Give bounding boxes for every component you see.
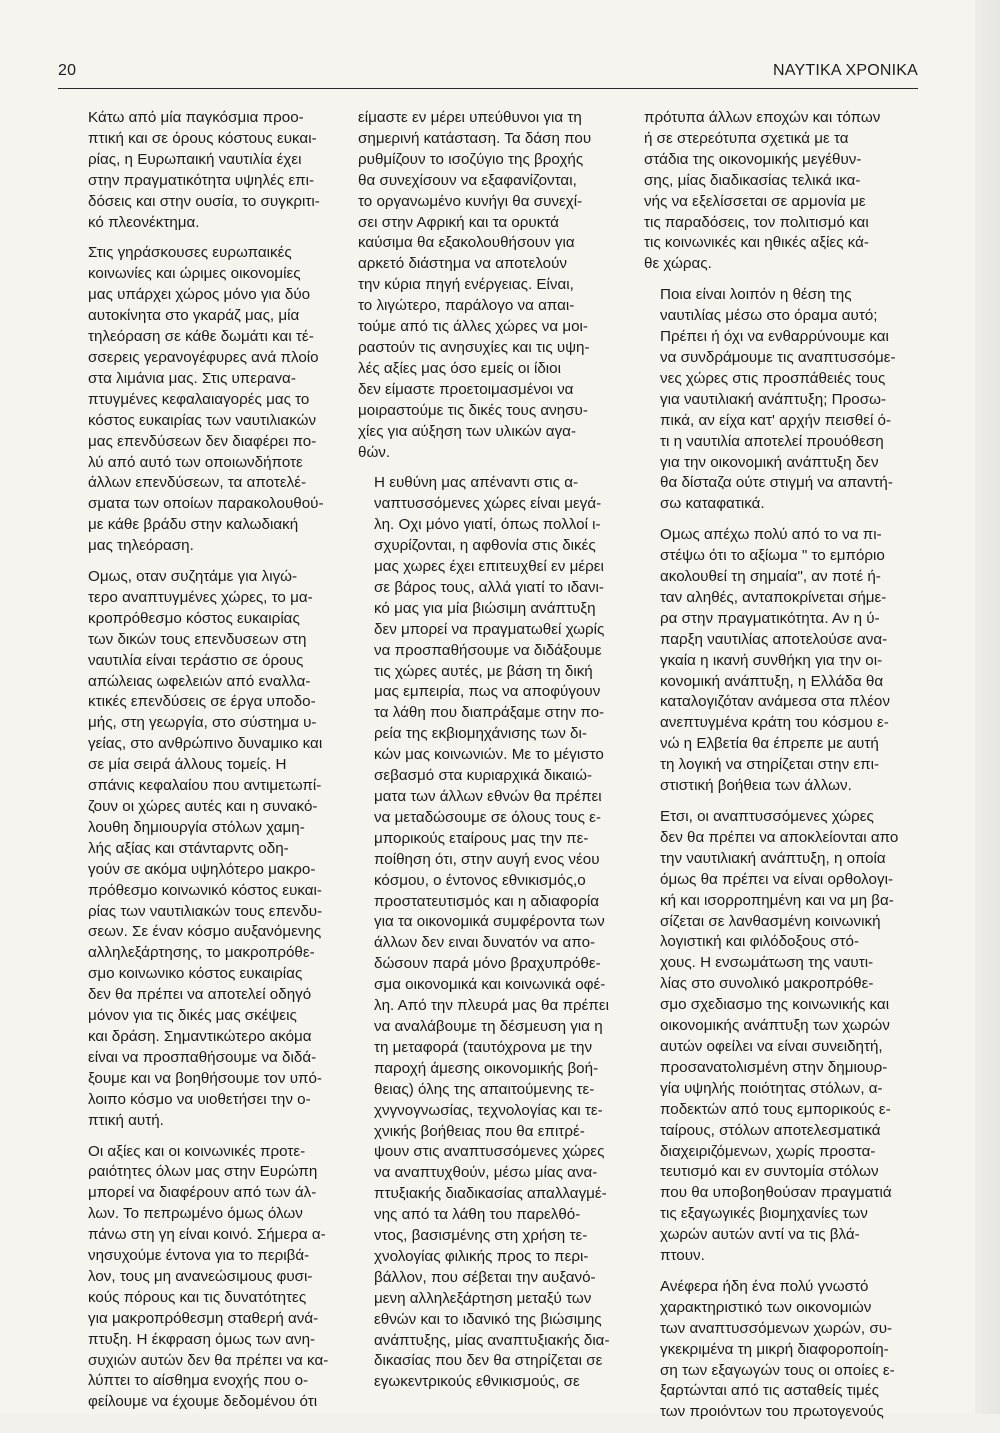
text-line: σχυρίζονται, η αφθονία στις δικές — [374, 537, 596, 555]
text-line: να προσπαθήσουμε να διδάξουμε — [374, 641, 602, 659]
paragraph — [72, 108, 332, 233]
text-line: λογιστική και φιλόδοξους στό- — [660, 933, 860, 951]
text-line: χωρών αυτών αντί να τις βλά- — [660, 1226, 860, 1244]
text-line: είναι να προσπαθήσουμε να διδά- — [88, 1048, 317, 1066]
text-line: λων. Το πεπρωμένο όμως όλων — [88, 1205, 303, 1223]
text-line: Ετσι, οι αναπτυσσόμενες χώρες — [660, 808, 874, 825]
text-line: τις εξαγωγικές βιομηχανίες των — [660, 1205, 868, 1223]
text-line: πάνω στη γη είναι κοινό. Σήμερα α- — [88, 1226, 326, 1244]
text-line: ποίθηση ότι, στην αυγή ενος νέου — [374, 850, 600, 868]
text-line: ρίας των ναυτιλιακών τους επενδυ- — [88, 902, 323, 920]
text-line: τις παραδόσεις, τον πολιτισμό και — [644, 213, 869, 231]
text-line: των αναπτυσσόμενων χωρών, συ- — [660, 1319, 893, 1337]
text-line: ρεία της εκβιομηχάνισης των δι- — [374, 725, 587, 743]
text-line: λές αξίες μας όσο εμείς οι ίδιοι — [358, 359, 561, 377]
text-line: πτυξιακής διαδικασίας απαλλαγμέ- — [374, 1185, 607, 1203]
text-line: αυτών οφείλει να είναι συνειδητή, — [660, 1037, 883, 1055]
text-line: δεν μπορεί να πραγματωθεί χωρίς — [374, 620, 605, 638]
text-line: σμο κοινωνικο κόστος ευκαιρίας — [88, 965, 303, 983]
text-line: σμο σχεδιασμο της κοινωνικής και — [660, 996, 890, 1014]
text-line: στην πραγματικότητα υψηλές επι- — [88, 171, 315, 189]
text-line: στέψω ότι το αξίωμα " το εμπόριο — [660, 547, 885, 565]
text-line: δικασίας που δεν θα στηρίζεται σε — [374, 1352, 603, 1370]
text-line: δεν θα πρέπει να αποκλείονται απο — [660, 828, 899, 846]
text-line: για ναυτιλιακή ανάπτυξη; Προσω- — [660, 390, 886, 408]
text-line: σμα οικονομικά και κοινωνικά οφέ- — [374, 976, 606, 994]
text-line: λουθη δημιουργία στόλων χαμη- — [88, 818, 305, 836]
text-line: για μακροπρόθεσμη σταθερή ανά- — [88, 1309, 319, 1327]
text-line: καταλογιζόταν ανάμεσα στα πλέον — [660, 693, 890, 711]
text-line: ναυτιλίας μέσω στο όραμα αυτό; — [660, 307, 878, 325]
text-line: ντος, βασισμένης στη χρήση τε- — [374, 1227, 588, 1245]
text-line: ση των εξαγωγών τους οι οποίες ε- — [660, 1361, 895, 1379]
text-line: μπορεί να διαφέρουν από των άλ- — [88, 1184, 317, 1202]
text-line: αυτοκίνητα στο γκαράζ μας, μία — [88, 307, 300, 325]
text-line: πτική αυτή. — [88, 1111, 164, 1129]
text-line: κό πλεονέκτημα. — [88, 213, 200, 231]
text-line: ψουν στις αναπτυσσόμενες χώρες — [374, 1143, 605, 1161]
text-line: νής να εξελίσσεται σε αρμονία με — [644, 192, 866, 210]
magazine-title: ΝΑΥΤΙΚΑ ΧΡΟΝΙΚΑ — [773, 62, 918, 79]
paragraph — [644, 1277, 904, 1423]
text-line: που θα υποβοηθούσαν πραγματιά — [660, 1184, 892, 1202]
text-line: εγωκεντρικούς εθνικισμούς, σε — [374, 1373, 580, 1391]
text-line: την κύρια πηγή ενέργειας. Είναι, — [358, 276, 574, 294]
text-line: άλλων δεν ειναι δυνατόν να απο- — [374, 934, 596, 952]
text-line: πτυγμένες κεφαλαιαγορές μας το — [88, 390, 310, 408]
text-line: σης, μίας διαδικασίας τελικά ικα- — [644, 171, 861, 189]
text-line: να συνδράμουμε τις αναπτυσσόμε- — [660, 348, 896, 366]
text-line: κροπρόθεσμο κόστος ευκαιρίας — [88, 609, 300, 627]
page-header — [58, 62, 918, 88]
text-line: μας τηλεόραση. — [88, 537, 194, 555]
text-line: μενη αλληλεξάρτηση μεταξύ των — [374, 1289, 592, 1307]
text-line: ξουμε και να βοηθήσουμε τον υπό- — [88, 1069, 322, 1087]
text-line: μοιραστούμε τις δικές τους ανησυ- — [358, 401, 588, 419]
text-line: πρόθεσμο κοινωνικό κόστος ευκαι- — [88, 881, 322, 899]
text-column-3 — [644, 108, 904, 1433]
text-line: λον, τους μη ανανεώσιμους φυσι- — [88, 1267, 313, 1285]
text-line: γείας, στο ανθρώπινο δυναμικο και — [88, 735, 323, 753]
text-line: Πρέπει ή όχι να ενθαρρύνουμε και — [660, 328, 889, 346]
text-line: σημερινή κατάσταση. Τα δάση που — [358, 129, 592, 147]
text-line: καύσιμα θα εξακολουθήσουν για — [358, 234, 575, 252]
paragraph — [644, 285, 904, 515]
paragraph — [72, 567, 332, 1131]
text-line: κτικές επενδύσεις σε έργα υποδο- — [88, 693, 316, 711]
text-line: ραιότητες όλων μας στην Ευρώπη — [88, 1163, 318, 1181]
text-line: μας εμπειρία, πως να αποφύγουν — [374, 683, 601, 701]
text-line: ξαρτώνται από τις ασταθείς τιμές — [660, 1382, 879, 1400]
text-column-2 — [358, 108, 618, 1403]
text-line: των προιόντων του πρωτογενούς — [660, 1403, 884, 1421]
text-line: λη. Οχι μόνο γιατί, όπως πολλοί ι- — [374, 516, 601, 534]
text-line: να αναπτυχθούν, μέσω μίας ανα- — [374, 1164, 598, 1182]
text-line: λής αξίας και στάνταρντς οδη- — [88, 839, 289, 857]
text-line: Ανέφερα ήδη ένα πολύ γνωστό — [660, 1277, 869, 1295]
text-line: τη λογική να στηρίζεται στην επι- — [660, 756, 880, 774]
text-line: ταίρους, στόλων αποτελεσματικά — [660, 1121, 881, 1139]
text-line: γία υψηλής ποιότητας στόλων, α- — [660, 1079, 883, 1097]
text-line: ανάπτυξης, μίας αναπτυξιακής δια- — [374, 1331, 610, 1349]
text-line: δόσεις και στην ουσία, το συγκριτι- — [88, 192, 320, 210]
text-line: κόσμου, ο έντονος εθνικισμός,ο — [374, 871, 586, 889]
text-line: Ομως, οταν συζητάμε για λιγώ- — [88, 568, 298, 586]
text-line: ρυθμίζουν το ισοζύγιο της βροχής — [358, 150, 584, 168]
text-line: είμαστε εν μέρει υπεύθυνοι για τη — [358, 109, 582, 126]
text-line: κούς πόρους και τις δυνατότητες — [88, 1288, 307, 1306]
text-line: διαχειριζόμενων, χωρίς προστα- — [660, 1142, 876, 1160]
text-line: ταν αληθές, ανταποκρίνεται σήμε- — [660, 588, 887, 606]
text-line: χους. Η ενσωμάτωση της ναυτι- — [660, 954, 874, 972]
text-line: κών μας κοινωνιών. Με το μέγιστο — [374, 746, 604, 764]
text-line: σματα των οποίων παρακολουθού- — [88, 495, 324, 513]
text-line: να αναλάβουμε τη δέσμευση για η — [374, 1017, 603, 1035]
text-line: κό μας για μία βιώσιμη ανάπτυξη — [374, 599, 596, 617]
text-line: δώσουν παρά μόνο βραχυπρόθε- — [374, 955, 601, 973]
text-line: στα λιμάνια μας. Στις υπεραvα- — [88, 369, 296, 387]
text-line: το λιγώτερο, παράλογο να απαι- — [358, 297, 575, 315]
text-line: στιστική βοήθεια των άλλων. — [660, 777, 852, 795]
text-line: πρότυπα άλλων εποχών και τόπων — [644, 109, 881, 126]
text-line: σπάνις κεφαλαίου που αντιμετωπί- — [88, 777, 322, 795]
text-line: Κάτω από μία παγκόσμια προο- — [88, 109, 304, 126]
text-line: κονομική ανάπτυξη, η Ελλάδα θα — [660, 672, 884, 690]
text-line: τηλεόραση σε κάθε δωμάτι και τέ- — [88, 328, 314, 346]
text-line: θα δίσταζα ούτε στιγμή να απαντή- — [660, 474, 893, 492]
page-edge-shadow — [975, 0, 1000, 1414]
text-line: ναπτυσσόμενες χώρες είναι μεγά- — [374, 495, 602, 513]
text-line: Στις γηράσκουσες ευρωπαικές — [88, 244, 292, 262]
text-line: τα λάθη που διαπράξαμε στην πο- — [374, 704, 605, 722]
text-line: δεν είμαστε προετοιμασμένοι να — [358, 380, 574, 398]
text-line: χνικής βοήθειας που θα επιτρέ- — [374, 1122, 585, 1140]
text-line: ακολουθεί τη σημαία", αν ποτέ ή- — [660, 568, 881, 586]
text-line: κοινωνίες και ώριμες οικονομίες — [88, 265, 301, 283]
text-line: και δράση. Σημαντικώτερο ακόμα — [88, 1027, 312, 1045]
text-line: εθνών και το ιδανικό της βιώσιμης — [374, 1310, 602, 1328]
text-line: τις κοινωνικές και ηθικές αξίες κά- — [644, 234, 869, 252]
text-line: άλλων επενδύσεων, τα αποτελέ- — [88, 474, 307, 492]
text-line: τερο αναπτυγμένες χώρες, το μα- — [88, 588, 313, 606]
text-line: ανεπτυγμένα κράτη του κόσμου ε- — [660, 714, 889, 732]
text-line: λη. Από την πλευρά μας θα πρέπει — [374, 997, 609, 1015]
text-line: ραστούν τις ανησυχίες και τις υψη- — [358, 338, 590, 356]
text-line: γκαία η ικανή συνθήκη για την οι- — [660, 651, 883, 669]
text-line: την ναυτιλιακή ανάπτυξη, η οποία — [660, 849, 886, 867]
text-line: γκεκριμένα τη μικρή διαφοροποίη- — [660, 1340, 889, 1358]
text-line: σε μία σειρά άλλους τομείς. Η — [88, 756, 287, 774]
text-line: θε χώρας. — [644, 255, 712, 273]
text-line: για την οικονομική ανάπτυξη δεν — [660, 453, 879, 471]
text-line: σίζεται σε λανθασμένη κοινωνική — [660, 912, 881, 930]
text-line: κή και ισορροπημένη και να μη βα- — [660, 891, 894, 909]
text-line: τούμε από τις άλλες χώρες να μοι- — [358, 318, 588, 336]
text-line: προσανατολισμένη στην δημιουρ- — [660, 1058, 888, 1076]
text-line: δεν θα πρέπει να αποτελεί οδηγό — [88, 986, 312, 1004]
text-line: σει στην Αφρική και τα ορυκτά — [358, 213, 559, 231]
text-line: σεβασμό στα κυριαρχικά δικαιώ- — [374, 767, 593, 785]
text-line: γούν σε ακόμα υψηλότερο μακρο- — [88, 860, 316, 878]
text-line: ναυτιλία είναι τεράστιο σε όρους — [88, 651, 304, 669]
paragraph — [358, 473, 618, 1393]
text-line: αλληλεξάρτησης, το μακροπρόθε- — [88, 944, 315, 962]
text-line: απώλειας ωφελειών από εναλλα- — [88, 672, 311, 690]
text-line: παροχή άμεσης οικονομικής βοή- — [374, 1059, 599, 1077]
text-line: λύπτει το αίσθημα ενοχής που ο- — [88, 1372, 309, 1390]
text-line: για τα οικονομικά συμφέροντα των — [374, 913, 605, 931]
text-line: χίες για αύξηση των υλικών αγα- — [358, 422, 577, 440]
paragraph — [358, 108, 618, 463]
text-line: ρίας, η Ευρωπαική ναυτιλία έχει — [88, 150, 302, 168]
text-line: κόστος ευκαιρίας των ναυτιλιακών — [88, 411, 317, 429]
text-line: παρξη ναυτιλίας αποτελούσε ανα- — [660, 630, 888, 648]
text-line: νης από τα λάθη του παρελθό- — [374, 1206, 581, 1224]
text-line: προστατευτισμός και η αδιαφορία — [374, 892, 599, 910]
text-line: βάλλον, που σέβεται την αυξανό- — [374, 1268, 596, 1286]
text-line: οικονομικής ανάπτυξη των χωρών — [660, 1017, 890, 1035]
text-line: Ομως απέχω πολύ από το να πι- — [660, 526, 882, 544]
text-line: Η ευθύνη μας απέναντι στις α- — [374, 474, 579, 492]
text-line: λύ από αυτό των οποιωνδήποτε — [88, 453, 303, 471]
text-line: στάδια της οικονομικής μεγέθυν- — [644, 150, 862, 168]
text-line: τευτισμό και εν συντομία στόλων — [660, 1163, 879, 1181]
paragraph — [644, 525, 904, 797]
text-line: σω καταφατικά. — [660, 495, 765, 513]
header-rule — [58, 88, 918, 89]
text-line: ρα στην πραγματικότητα. Αν η ύ- — [660, 609, 880, 627]
text-line: τι η ναυτιλία αποτελεί προυόθεση — [660, 432, 884, 450]
text-line: μας υπάρχει χώρος μόνο για δύο — [88, 286, 311, 304]
text-line: μόνον για τις δικές μας σκέψεις — [88, 1007, 297, 1025]
text-line: αρκετό διάστημα να αποτελούν — [358, 255, 567, 273]
text-line: των δικών τους επενδυσεων στη — [88, 630, 307, 648]
text-line: τις χώρες αυτές, με βάση τη δική — [374, 662, 593, 680]
text-line: λίας στο συνολικό μακροπρόθε- — [660, 975, 874, 993]
text-line: νησυχούμε έντονα για το περιβά- — [88, 1247, 310, 1265]
text-line: το οργανωμένο κυνήγι θα συνεχί- — [358, 192, 583, 210]
page-number: 20 — [58, 62, 77, 79]
text-column-1 — [72, 108, 332, 1423]
text-line: χνολογίας φιλικής προς το περι- — [374, 1247, 589, 1265]
text-line: τη μεταφορά (ταυτόχρονα με την — [374, 1038, 593, 1056]
text-line: μας χωρες έχει επιτευχθεί εν μέρει — [374, 558, 604, 576]
text-line: συχιών αυτών δεν θα πρέπει να κα- — [88, 1351, 329, 1369]
text-line: μής, στη γεωργία, στο σύστημα υ- — [88, 714, 317, 732]
paragraph — [644, 108, 904, 275]
text-line: θών. — [358, 443, 391, 461]
text-line: πτική και σε όρους κόστους ευκαι- — [88, 129, 317, 147]
text-line: σσερεις γερανογέφυρες ανά πλοίο — [88, 348, 319, 366]
text-line: σε βάρος τους, αλλά γιατί το ιδανι- — [374, 578, 604, 596]
text-line: Οι αξίες και οι κοινωνικές προτε- — [88, 1142, 306, 1160]
text-line: πτουν. — [660, 1247, 705, 1265]
text-line: ποδεκτών από τους εμπορικούς ε- — [660, 1100, 891, 1118]
paragraph — [72, 1142, 332, 1414]
text-line: θειας) όλης της απαιτούμενης τε- — [374, 1080, 595, 1098]
text-line: με κάθε βράδυ στην καλωδιακή — [88, 516, 299, 534]
text-line: χαρακτηριστικό των οικονομιών — [660, 1298, 872, 1316]
text-line: Ποια είναι λοιπόν η θέση της — [660, 286, 852, 304]
text-line: μπορικούς εταίρους μας την πε- — [374, 829, 589, 847]
text-line: πτυξη. Η έκφραση όμως των ανη- — [88, 1330, 316, 1348]
paragraph — [644, 807, 904, 1267]
text-line: πικά, αν είχα κατ' αρχήν πεισθεί ό- — [660, 411, 892, 429]
paragraph — [72, 243, 332, 557]
text-line: θα συνεχίσουν να εξαφανίζονται, — [358, 171, 577, 189]
text-line: ή σε στερεότυπα σχετικά με τα — [644, 129, 849, 147]
text-line: φείλουμε να έχουμε δεδομένου ότι — [88, 1393, 318, 1411]
text-line: όμως θα πρέπει να είναι ορθολογι- — [660, 870, 894, 888]
text-line: νες χώρες στις προσπάθειές τους — [660, 369, 886, 387]
text-line: χνγνογνωσίας, τεχνολογίας και τε- — [374, 1101, 603, 1119]
text-line: μας επενδύσεων δεν διαφέρει πο- — [88, 432, 317, 450]
text-line: νώ η Ελβετία θα έπρεπε με αυτή — [660, 735, 879, 753]
text-line: σεων. Σε έναν κόσμο αυξανόμενης — [88, 923, 322, 941]
text-line: λοιπο κόσμο να υιοθετήσει την ο- — [88, 1090, 311, 1108]
text-line: ζουν οι χώρες αυτές και η συνακό- — [88, 798, 318, 815]
text-line: να μεταδώσουμε σε όλους τους ε- — [374, 808, 601, 826]
text-line: ματα των άλλων εθνών θα πρέπει — [374, 788, 602, 805]
